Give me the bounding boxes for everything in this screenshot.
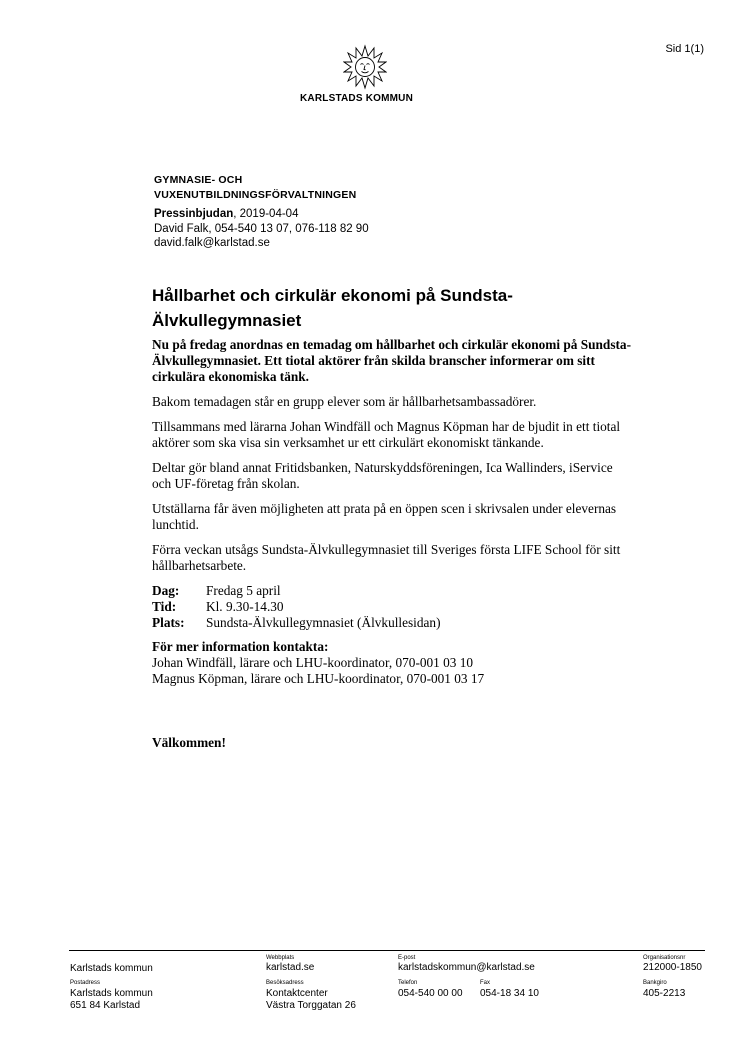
event-info-row [152, 599, 632, 615]
document-type: Pressinbjudan [154, 208, 234, 220]
footer-visit-line-2: Västra Torggatan 26 [266, 1000, 356, 1011]
page-number: Sid 1(1) [665, 43, 704, 55]
event-info-row [152, 615, 632, 631]
footer-phone-label: Telefon [398, 980, 418, 986]
footer-visit-line-1: Kontaktcenter [266, 988, 328, 999]
article-title: Hållbarhet och cirkulär ekonomi på Sundsta-Älvkullegymnasiet [152, 286, 513, 330]
footer-web-value: karlstad.se [266, 962, 315, 973]
article-paragraph: Förra veckan utsågs Sundsta-Älvkullegymnasiet till Sveriges första LIFE School för sitt hållbarhetsarbete. [152, 542, 621, 573]
press-invitation-line [154, 207, 298, 221]
footer-fax-label: Fax [480, 980, 491, 986]
footer-orgnr-value: 212000-1850 [643, 962, 702, 973]
event-info-value: Kl. 9.30-14.30 [206, 599, 284, 614]
article-paragraph: Tillsammans med lärarna Johan Windfäll och Magnus Köpman har de bjudit in ett tiotal aktörer som ska visa sin verksamhet ur ett cirkulärt ekonomiskt tänkande. [152, 419, 621, 450]
footer-email-label: E-post [398, 955, 416, 961]
event-info-label: Plats: [152, 615, 185, 630]
article-lead: Nu på fredag anordnas en temadag om hållbarhet och cirkulär ekonomi på Sundsta-Älvkullegymnasiet. Ett tiotal aktörer från skilda branscher informerar om sitt cirkulära ekonomiska tänk. [152, 337, 631, 384]
footer-phone-value: 054-540 00 00 [398, 988, 463, 999]
closing-line: Välkommen! [152, 735, 226, 750]
event-info [152, 583, 632, 631]
event-info-value: Sundsta-Älvkullegymnasiet (Älvkullesidan) [206, 615, 441, 630]
footer-org-name: Karlstads kommun [70, 963, 153, 974]
press-contact-email: david.falk@karlstad.se [154, 237, 270, 249]
more-info [152, 639, 632, 687]
event-info-row [152, 583, 632, 599]
event-info-label: Tid: [152, 599, 177, 614]
footer-postal-line-2: 651 84 Karlstad [70, 1000, 141, 1011]
department-line-1: GYMNASIE- OCH [154, 174, 243, 186]
document-date: , 2019-04-04 [233, 208, 299, 220]
karlstad-sun-logo-icon [343, 44, 387, 90]
organization-name: KARLSTADS KOMMUN [300, 93, 414, 104]
event-info-label: Dag: [152, 583, 180, 598]
article-paragraph: Utställarna får även möjligheten att prata på en öppen scen i skrivsalen under elevernas lunchtid. [152, 501, 617, 532]
article-paragraph: Deltar gör bland annat Fritidsbanken, Naturskyddsföreningen, Ica Wallinders, iService och UF-företag från skolan. [152, 460, 613, 491]
footer-email-value: karlstadskommun@karlstad.se [398, 962, 535, 973]
footer-divider [69, 950, 705, 951]
event-info-value: Fredag 5 april [206, 583, 281, 598]
more-info-heading: För mer information kontakta: [152, 639, 329, 654]
department-line-2: VUXENUTBILDNINGSFÖRVALTNINGEN [154, 189, 357, 201]
footer-postal-label: Postadress [70, 980, 101, 986]
footer-web-label: Webbplats [266, 955, 295, 961]
footer-postal-line-1: Karlstads kommun [70, 988, 153, 999]
contact-person: Johan Windfäll, lärare och LHU-koordinator, 070-001 03 10 [152, 655, 474, 670]
footer-orgnr-label: Organisationsnr [643, 955, 686, 961]
footer-fax-value: 054-18 34 10 [480, 988, 539, 999]
footer-bank-label: Bankgiro [643, 980, 667, 986]
press-contact: David Falk, 054-540 13 07, 076-118 82 90 [154, 223, 369, 235]
department-name [154, 173, 356, 203]
contact-person: Magnus Köpman, lärare och LHU-koordinator, 070-001 03 17 [152, 671, 485, 686]
article-paragraph: Bakom temadagen står en grupp elever som är hållbarhetsambassadörer. [152, 394, 537, 409]
article-body [152, 337, 632, 751]
footer-bank-value: 405-2213 [643, 988, 686, 999]
footer-visit-label: Besöksadress [266, 980, 304, 986]
